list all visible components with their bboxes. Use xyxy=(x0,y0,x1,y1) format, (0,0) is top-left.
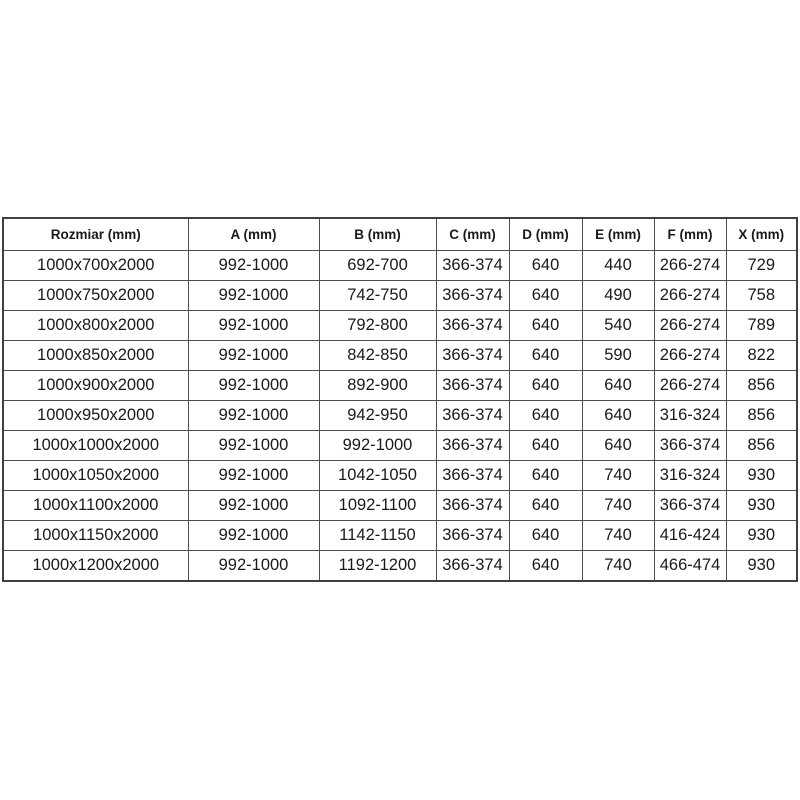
table-cell: 856 xyxy=(726,401,797,431)
table-cell: 366-374 xyxy=(436,461,509,491)
table-cell: 266-274 xyxy=(654,341,726,371)
table-cell: 992-1000 xyxy=(188,371,319,401)
column-header-7: X (mm) xyxy=(726,218,797,251)
table-cell: 1000x700x2000 xyxy=(3,251,188,281)
table-cell: 992-1000 xyxy=(188,311,319,341)
table-cell: 942-950 xyxy=(319,401,436,431)
table-cell: 266-274 xyxy=(654,371,726,401)
table-cell: 740 xyxy=(582,491,654,521)
table-cell: 366-374 xyxy=(436,341,509,371)
table-row xyxy=(3,401,797,431)
table-row xyxy=(3,341,797,371)
table-cell: 640 xyxy=(509,401,582,431)
table-cell: 266-274 xyxy=(654,251,726,281)
table-cell: 366-374 xyxy=(436,401,509,431)
table-cell: 640 xyxy=(509,521,582,551)
table-cell: 1000x1200x2000 xyxy=(3,551,188,582)
column-header-0: Rozmiar (mm) xyxy=(3,218,188,251)
column-header-1: A (mm) xyxy=(188,218,319,251)
table-row xyxy=(3,491,797,521)
table-cell: 366-374 xyxy=(436,371,509,401)
table-cell: 992-1000 xyxy=(188,461,319,491)
table-cell: 490 xyxy=(582,281,654,311)
table-cell: 316-324 xyxy=(654,401,726,431)
table-cell: 1000x750x2000 xyxy=(3,281,188,311)
dimensions-table xyxy=(2,217,798,582)
column-header-6: F (mm) xyxy=(654,218,726,251)
table-cell: 740 xyxy=(582,461,654,491)
table-cell: 992-1000 xyxy=(188,431,319,461)
table-cell: 742-750 xyxy=(319,281,436,311)
table-cell: 366-374 xyxy=(436,311,509,341)
table-cell: 992-1000 xyxy=(188,251,319,281)
table-cell: 822 xyxy=(726,341,797,371)
table-cell: 466-474 xyxy=(654,551,726,582)
table-cell: 316-324 xyxy=(654,461,726,491)
table-row xyxy=(3,371,797,401)
table-row xyxy=(3,281,797,311)
table-cell: 758 xyxy=(726,281,797,311)
table-cell: 366-374 xyxy=(436,521,509,551)
table-cell: 540 xyxy=(582,311,654,341)
table-cell: 992-1000 xyxy=(188,521,319,551)
table-cell: 1000x1100x2000 xyxy=(3,491,188,521)
table-cell: 1142-1150 xyxy=(319,521,436,551)
table-cell: 992-1000 xyxy=(188,401,319,431)
column-header-2: B (mm) xyxy=(319,218,436,251)
table-cell: 640 xyxy=(509,251,582,281)
table-cell: 789 xyxy=(726,311,797,341)
table-cell: 992-1000 xyxy=(319,431,436,461)
table-cell: 366-374 xyxy=(436,491,509,521)
table-cell: 416-424 xyxy=(654,521,726,551)
table-cell: 366-374 xyxy=(436,251,509,281)
table-cell: 1000x850x2000 xyxy=(3,341,188,371)
table-cell: 1092-1100 xyxy=(319,491,436,521)
table-cell: 1000x1150x2000 xyxy=(3,521,188,551)
table-cell: 366-374 xyxy=(654,431,726,461)
table-cell: 640 xyxy=(509,461,582,491)
table-cell: 729 xyxy=(726,251,797,281)
table-cell: 1192-1200 xyxy=(319,551,436,582)
table-cell: 1042-1050 xyxy=(319,461,436,491)
table-cell: 1000x1000x2000 xyxy=(3,431,188,461)
table-cell: 856 xyxy=(726,371,797,401)
table-cell: 640 xyxy=(582,371,654,401)
table-cell: 640 xyxy=(509,551,582,582)
table-cell: 590 xyxy=(582,341,654,371)
table-cell: 366-374 xyxy=(436,281,509,311)
table-cell: 366-374 xyxy=(436,551,509,582)
table-cell: 1000x800x2000 xyxy=(3,311,188,341)
table-cell: 1000x900x2000 xyxy=(3,371,188,401)
table-cell: 440 xyxy=(582,251,654,281)
table-cell: 640 xyxy=(582,431,654,461)
table-row xyxy=(3,311,797,341)
table-cell: 992-1000 xyxy=(188,281,319,311)
table-row xyxy=(3,551,797,582)
table-cell: 1000x950x2000 xyxy=(3,401,188,431)
table-cell: 892-900 xyxy=(319,371,436,401)
table-cell: 992-1000 xyxy=(188,491,319,521)
table-row xyxy=(3,431,797,461)
table-cell: 640 xyxy=(509,431,582,461)
table-header-row xyxy=(3,218,797,251)
table-cell: 266-274 xyxy=(654,281,726,311)
table-cell: 640 xyxy=(509,371,582,401)
table-body xyxy=(3,251,797,582)
table-cell: 992-1000 xyxy=(188,551,319,582)
table-cell: 640 xyxy=(509,281,582,311)
column-header-3: C (mm) xyxy=(436,218,509,251)
column-header-5: E (mm) xyxy=(582,218,654,251)
table-cell: 930 xyxy=(726,551,797,582)
table-cell: 640 xyxy=(509,341,582,371)
table-row xyxy=(3,251,797,281)
table-cell: 856 xyxy=(726,431,797,461)
table-cell: 992-1000 xyxy=(188,341,319,371)
table-cell: 930 xyxy=(726,461,797,491)
table-cell: 640 xyxy=(582,401,654,431)
table-cell: 930 xyxy=(726,521,797,551)
table-cell: 366-374 xyxy=(436,431,509,461)
table-cell: 740 xyxy=(582,551,654,582)
table-row xyxy=(3,521,797,551)
table-cell: 640 xyxy=(509,311,582,341)
table-cell: 366-374 xyxy=(654,491,726,521)
table-cell: 640 xyxy=(509,491,582,521)
column-header-4: D (mm) xyxy=(509,218,582,251)
table-cell: 740 xyxy=(582,521,654,551)
table-cell: 792-800 xyxy=(319,311,436,341)
table-cell: 842-850 xyxy=(319,341,436,371)
table-row xyxy=(3,461,797,491)
table-cell: 692-700 xyxy=(319,251,436,281)
table-cell: 266-274 xyxy=(654,311,726,341)
table-cell: 1000x1050x2000 xyxy=(3,461,188,491)
table-cell: 930 xyxy=(726,491,797,521)
